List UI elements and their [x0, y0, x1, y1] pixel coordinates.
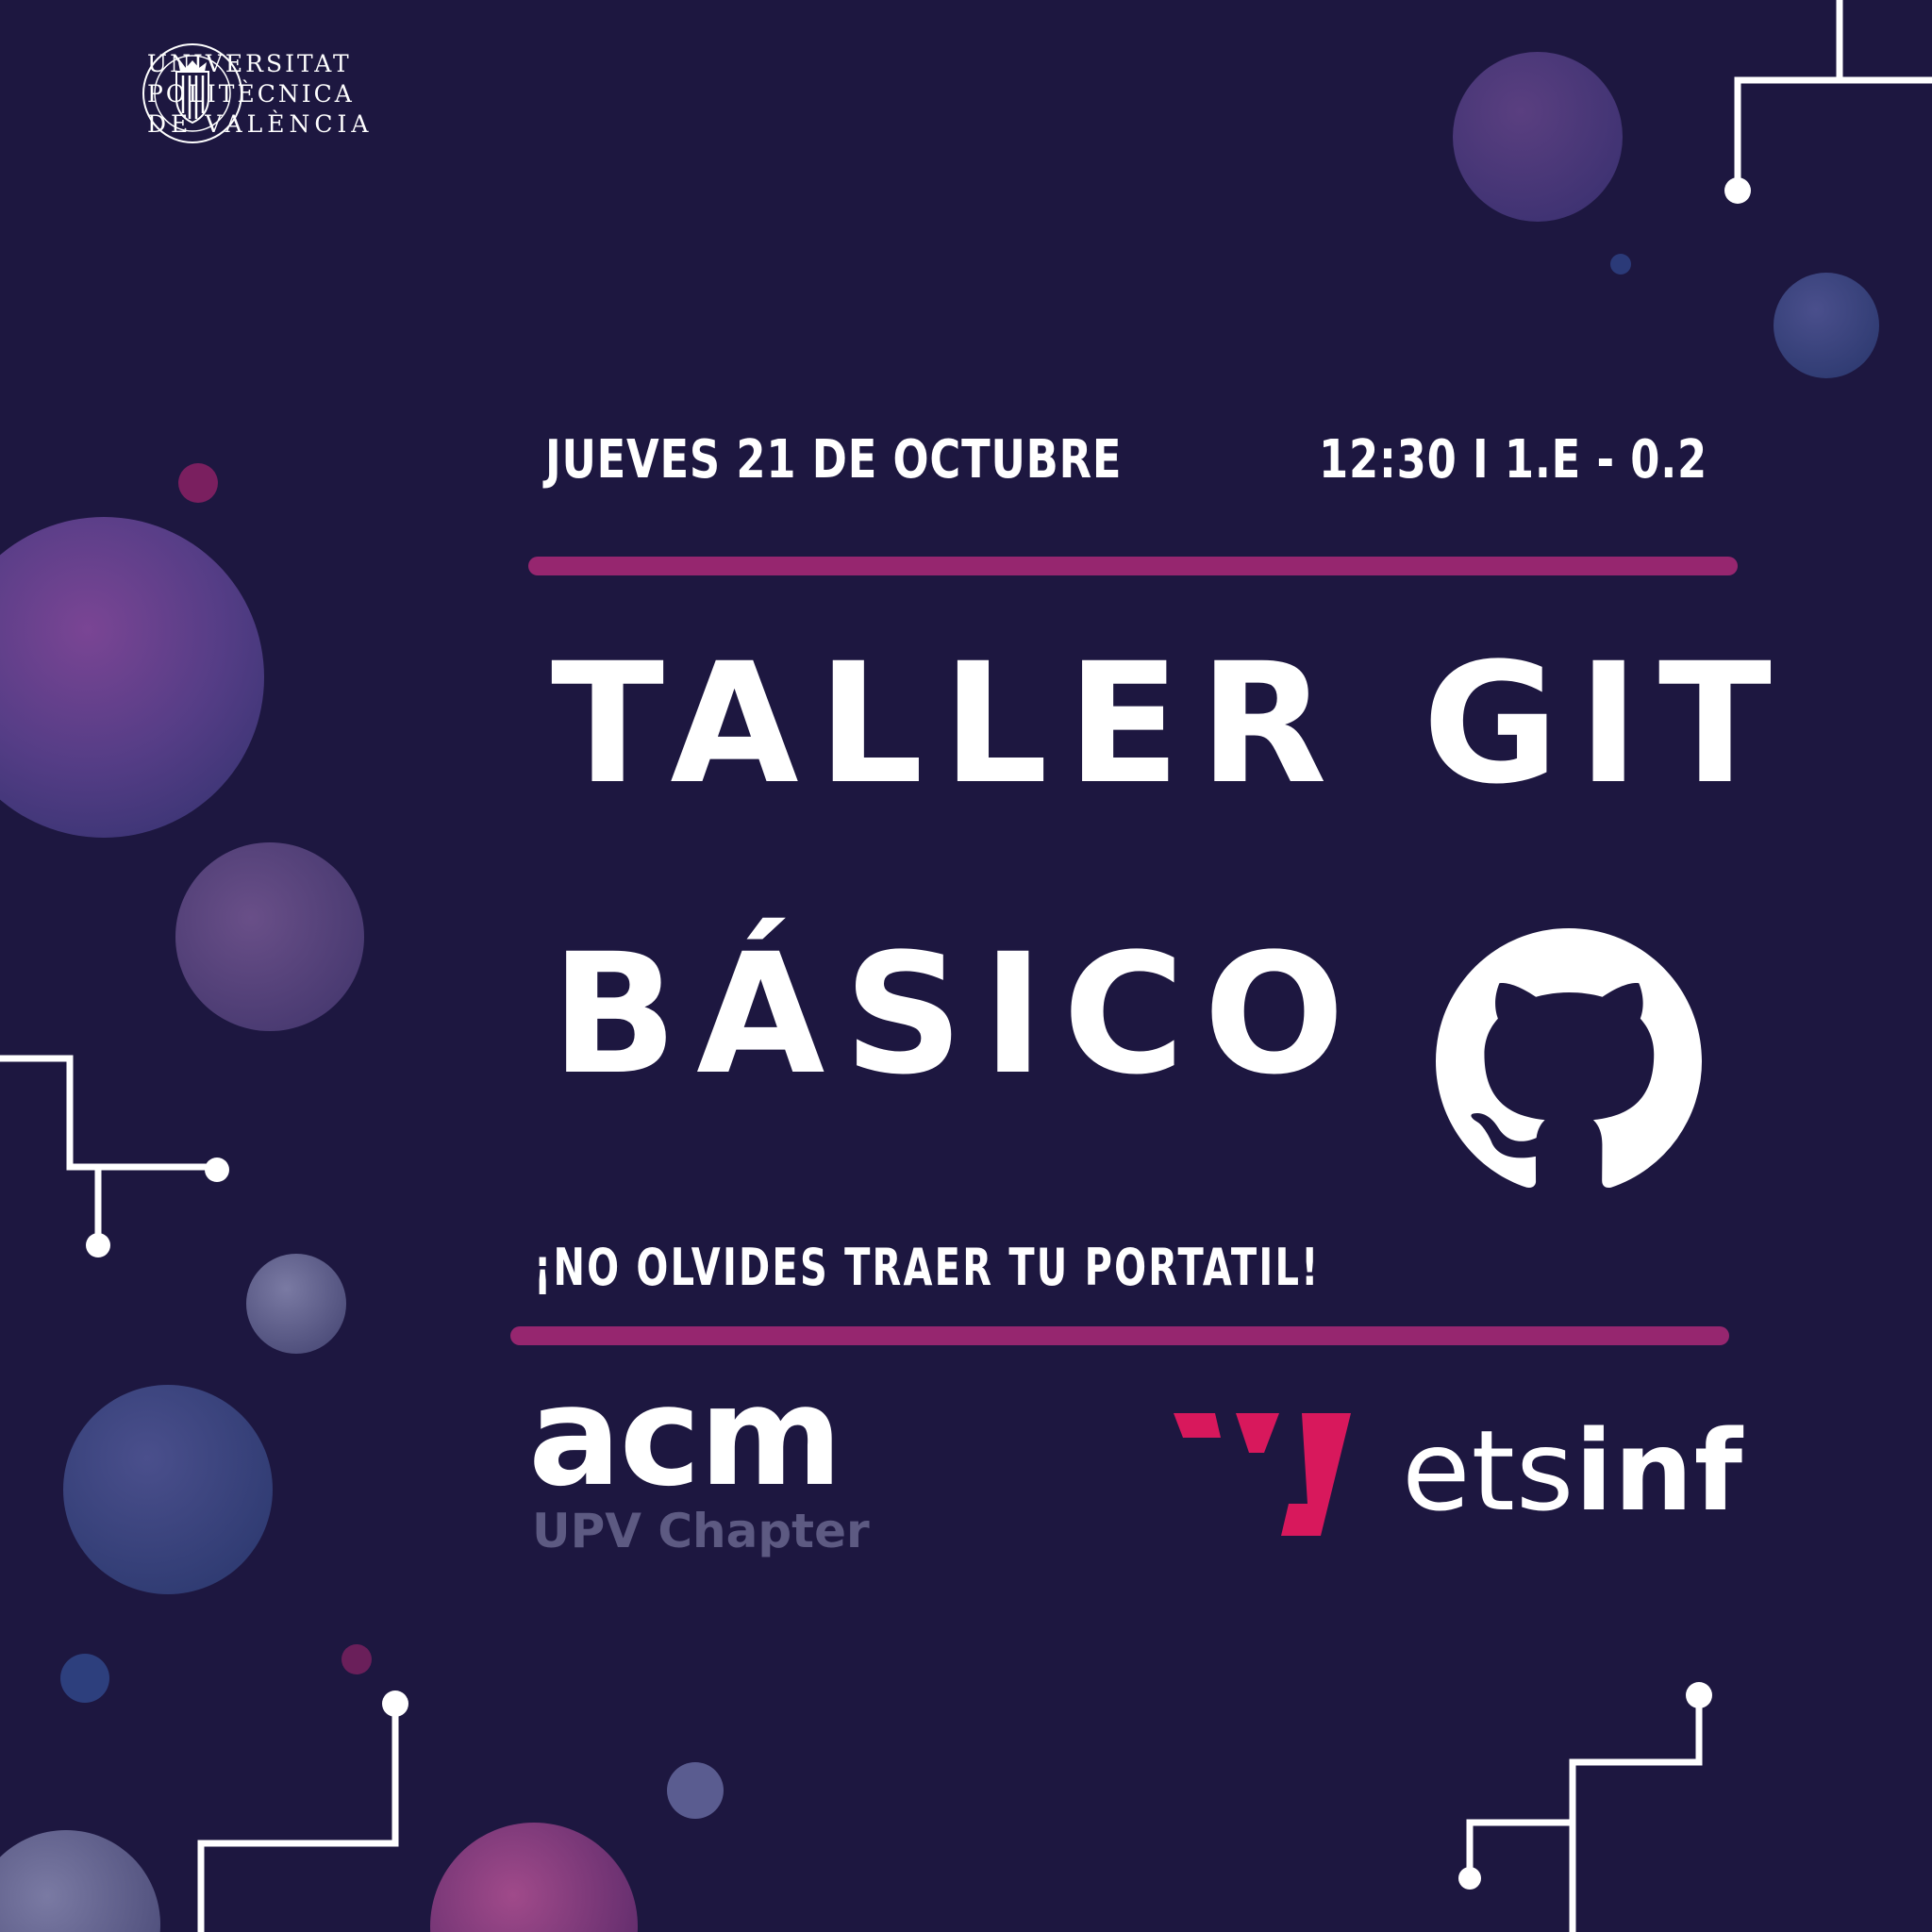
university-name [147, 49, 373, 140]
circuit-node [1686, 1682, 1712, 1708]
etsinf-light: ets [1402, 1406, 1575, 1536]
dot-grey-bottom [667, 1762, 724, 1819]
event-date: JUEVES 21 DE OCTUBRE [545, 429, 1123, 491]
sphere-bottom-left [0, 1830, 160, 1932]
circuit-bottom-left [201, 1706, 395, 1932]
university-line3: DE VALÈNCIA [147, 110, 374, 138]
event-time-place: 12:30 I 1.E - 0.2 [1319, 429, 1708, 491]
sphere-blue-right [1774, 273, 1879, 378]
divider-top [528, 557, 1738, 575]
circuit-node [205, 1158, 229, 1182]
circuit-top-right [1738, 0, 1932, 189]
sphere-grey-left [246, 1254, 346, 1354]
etsinf-heavy: inf [1574, 1406, 1744, 1536]
sphere-bottom-mid [430, 1823, 638, 1932]
circuit-node [382, 1690, 408, 1717]
circuit-node [1724, 177, 1751, 204]
sphere-mid-left [175, 842, 364, 1031]
reminder-text: ¡NO OLVIDES TRAER TU PORTATIL! [534, 1238, 1321, 1297]
dot-blue-bottom-left [60, 1654, 109, 1703]
etsinf-logo-text [1402, 1406, 1744, 1536]
dot-blue-small [1610, 254, 1631, 275]
event-title-line2: BÁSICO [551, 918, 1364, 1111]
circuit-node [1458, 1867, 1481, 1890]
divider-bottom [510, 1326, 1729, 1345]
circuit-left [0, 1058, 215, 1243]
dot-pink-bottom [341, 1644, 372, 1674]
etsinf-logo-mark-icon [1170, 1409, 1358, 1541]
circuit-bottom-right [1470, 1695, 1699, 1932]
circuit-node [86, 1233, 110, 1257]
sphere-top-right [1453, 52, 1623, 222]
dot-pink-left [178, 463, 218, 503]
acm-chapter-text: UPV Chapter [532, 1504, 870, 1558]
university-line1: UNIVERSITAT [147, 50, 352, 77]
event-title-line1: TALLER GIT [551, 627, 1790, 821]
github-octocat-icon [1436, 928, 1702, 1194]
sphere-large-left [0, 517, 264, 838]
sphere-blue-left [63, 1385, 273, 1594]
acm-logo-text: acm [528, 1357, 841, 1517]
university-line2: POLITÈCNICA [147, 80, 355, 108]
